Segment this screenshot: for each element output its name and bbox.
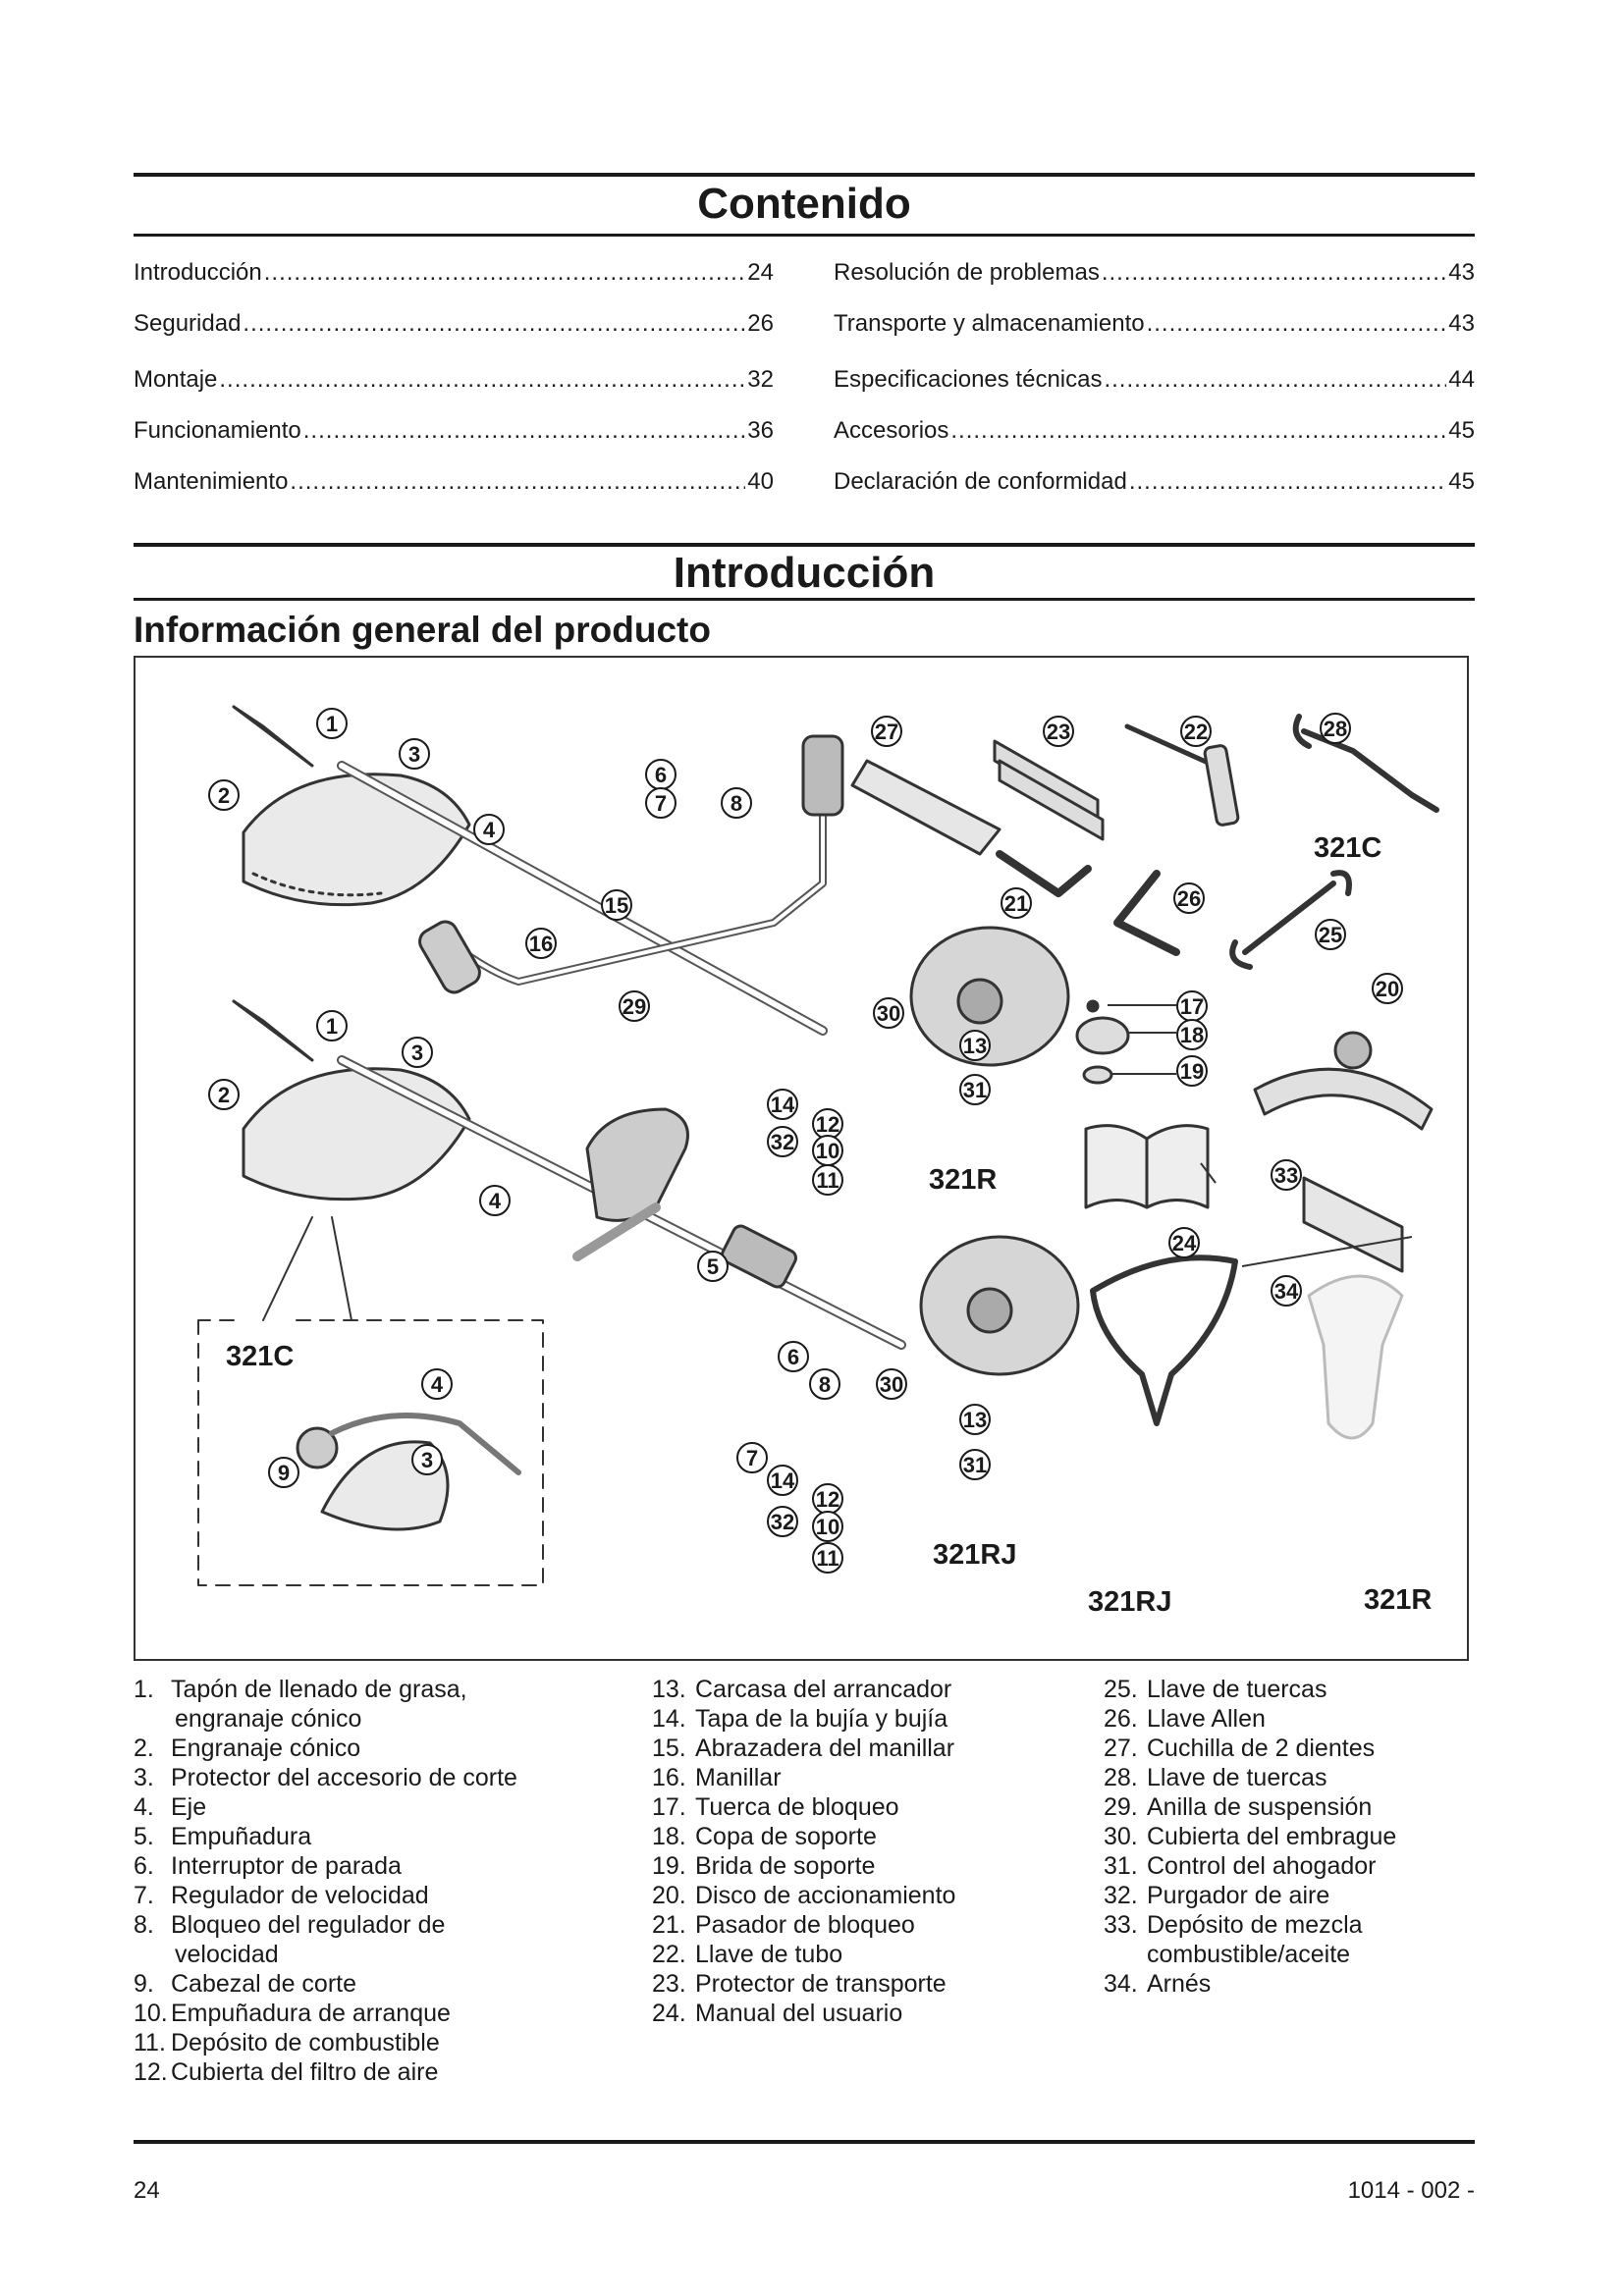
callout-number: 11 (816, 1546, 839, 1571)
toc-label: Transporte y almacenamiento (834, 310, 1145, 337)
toc-entry[interactable] (134, 368, 774, 392)
callout-number: 22 (1183, 720, 1209, 744)
legend-item: 31. Control del ahogador (1104, 1852, 1377, 1880)
trimmer-blade-bottom (234, 1001, 312, 1060)
callout-number: 27 (874, 720, 899, 744)
callout-number: 8 (730, 791, 743, 816)
toc-page: 36 (747, 417, 774, 444)
toc-page: 32 (747, 366, 774, 393)
toc-page: 24 (747, 259, 774, 286)
toc-label: Mantenimiento (134, 468, 289, 495)
control-handle-bottom (720, 1223, 799, 1289)
callout-number: 24 (1171, 1231, 1197, 1255)
legend-item-continuation: combustible/aceite (1147, 1941, 1351, 1968)
allen-key-accessory (1117, 874, 1176, 952)
toc-entry[interactable] (834, 419, 1475, 443)
legend-item: 19. Brida de soporte (652, 1852, 876, 1880)
callout-number: 16 (528, 932, 554, 956)
legend-item: 30. Cubierta del embrague (1104, 1823, 1397, 1850)
support-cup-part (1077, 1018, 1128, 1053)
intro-bottom-rule (134, 598, 1475, 601)
legend-item: 20. Disco de accionamiento (652, 1882, 956, 1909)
legend-item: 28. Llave de tuercas (1104, 1764, 1327, 1791)
legend-item: 24. Manual del usuario (652, 2000, 903, 2027)
toc-entry[interactable] (134, 470, 774, 494)
callout-number: 21 (1003, 891, 1029, 916)
contents-heading: Contenido (697, 180, 911, 228)
model-label: 321RJ (933, 1539, 1017, 1571)
toc-label: Especificaciones técnicas (834, 366, 1103, 393)
toc-entry[interactable] (834, 261, 1475, 285)
callout-number: 30 (879, 1372, 904, 1397)
model-label: 321C (1314, 832, 1382, 864)
legend-item: 34. Arnés (1104, 1970, 1212, 1998)
toc-entry[interactable] (834, 368, 1475, 392)
left-grip-top (415, 918, 484, 997)
trimmer-blade-top (234, 707, 312, 766)
trimmer-guard-top (244, 774, 469, 905)
toc-page: 45 (1448, 468, 1475, 495)
handlebar-top (450, 746, 823, 982)
toc-page: 43 (1448, 259, 1475, 286)
product-overview-figure (134, 656, 1469, 1661)
legend-item: 32. Purgador de aire (1104, 1882, 1330, 1909)
toc-entry[interactable] (134, 261, 774, 285)
toc-label: Funcionamiento (134, 417, 301, 444)
blade-accessory (852, 761, 1000, 854)
parts-legend-column-2 (652, 1675, 1084, 2028)
callout-number: 6 (654, 763, 668, 787)
callout-number: 7 (745, 1446, 759, 1470)
legend-item: 8. Bloqueo del regulador de (134, 1911, 446, 1939)
legend-item: 2. Engranaje cónico (134, 1735, 361, 1762)
legend-item: 18. Copa de soporte (652, 1823, 877, 1850)
callout-number: 9 (277, 1461, 291, 1485)
callout-number: 5 (706, 1255, 720, 1279)
callout-number: 2 (217, 783, 231, 808)
legend-item: 14. Tapa de la bujía y bujía (652, 1705, 948, 1733)
toc-label: Accesorios (834, 417, 949, 444)
legend-item: 11. Depósito de combustible (134, 2029, 440, 2056)
callout-number: 4 (482, 818, 496, 842)
toc-entry[interactable] (834, 470, 1475, 494)
callout-number: 10 (815, 1139, 840, 1163)
callout-number: 1 (325, 1014, 339, 1039)
legend-item: 10. Empuñadura de arranque (134, 2000, 451, 2027)
callout-number: 20 (1375, 977, 1400, 1001)
drive-disc-part (1255, 1069, 1432, 1129)
toc-page: 43 (1448, 310, 1475, 337)
model-label: 321R (929, 1164, 998, 1196)
intro-heading: Introducción (673, 549, 936, 597)
parts-legend-column-3 (1104, 1675, 1487, 1999)
toc-page: 45 (1448, 417, 1475, 444)
callout-number: 3 (420, 1448, 434, 1472)
callout-number: 13 (962, 1408, 988, 1432)
callout-number: 1 (325, 712, 339, 736)
toc-label: Seguridad (134, 310, 242, 337)
throttle-grip-top (803, 736, 842, 815)
toc-page: 26 (747, 310, 774, 337)
callout-number: 10 (815, 1515, 840, 1539)
legend-item: 4. Eje (134, 1793, 207, 1821)
legend-item: 23. Protector de transporte (652, 1970, 947, 1998)
fuel-tank-part (1304, 1178, 1402, 1271)
product-illustration (135, 658, 1467, 1659)
legend-item: 3. Protector del accesorio de corte (134, 1764, 517, 1791)
callout-number: 14 (770, 1468, 795, 1493)
document-code: 1014 - 002 - (1347, 2177, 1475, 2204)
legend-item: 15. Abrazadera del manillar (652, 1735, 955, 1762)
legend-item: 25. Llave de tuercas (1104, 1676, 1327, 1703)
toc-entry[interactable] (134, 312, 774, 336)
toc-entry[interactable] (134, 419, 774, 443)
section-subtitle: Información general del producto (134, 610, 711, 650)
harness-321r (1309, 1276, 1402, 1438)
callout-number: 15 (604, 893, 629, 918)
callout-number: 26 (1176, 886, 1202, 911)
callout-number: 34 (1273, 1279, 1299, 1304)
page-number: 24 (134, 2177, 160, 2204)
locking-pin-accessory (1000, 854, 1088, 893)
callout-number: 4 (430, 1372, 444, 1397)
legend-item: 26. Llave Allen (1104, 1705, 1266, 1733)
legend-item: 27. Cuchilla de 2 dientes (1104, 1735, 1376, 1762)
callout-number: 11 (816, 1168, 839, 1193)
callout-number: 28 (1323, 717, 1348, 741)
legend-item-continuation: velocidad (175, 1941, 279, 1968)
support-flange-part (1084, 1067, 1111, 1083)
wrench-accessory-28 (1296, 717, 1436, 810)
legend-item: 17. Tuerca de bloqueo (652, 1793, 899, 1821)
legend-item: 1. Tapón de llenado de grasa, (134, 1676, 467, 1703)
legend-item: 29. Anilla de suspensión (1104, 1793, 1373, 1821)
transport-guard-accessory (995, 741, 1103, 839)
callout-number: 33 (1273, 1163, 1299, 1188)
legend-item: 21. Pasador de bloqueo (652, 1911, 915, 1939)
intro-top-rule (134, 543, 1475, 547)
contents-top-rule (134, 173, 1475, 177)
legend-item: 12. Cubierta del filtro de aire (134, 2058, 439, 2086)
legend-item: 22. Llave de tubo (652, 1941, 843, 1968)
lock-nut-part (1088, 1001, 1098, 1011)
callout-number: 30 (876, 1001, 901, 1026)
toc-label: Montaje (134, 366, 218, 393)
callout-number: 17 (1179, 994, 1205, 1019)
callout-number: 32 (770, 1510, 795, 1534)
toc-label: Introducción (134, 259, 262, 286)
harness-strap-321rj (1093, 1257, 1235, 1423)
legend-item: 6. Interruptor de parada (134, 1852, 402, 1880)
model-label: 321C (226, 1341, 295, 1372)
toc-page: 44 (1448, 366, 1475, 393)
trimmer-guard-bottom (244, 1069, 469, 1200)
callout-number: 14 (770, 1093, 795, 1117)
callout-number: 7 (654, 791, 668, 816)
callout-number: 13 (962, 1034, 988, 1058)
toc-entry[interactable] (834, 312, 1475, 336)
callout-number: 19 (1179, 1059, 1205, 1084)
callout-number: 12 (815, 1487, 840, 1512)
callout-number: 3 (407, 742, 421, 767)
callout-number: 23 (1046, 720, 1071, 744)
model-label: 321R (1364, 1584, 1433, 1616)
callout-number: 12 (815, 1112, 840, 1137)
legend-item: 9. Cabezal de corte (134, 1970, 357, 1998)
callout-number: 32 (770, 1130, 795, 1154)
legend-item: 5. Empuñadura (134, 1823, 312, 1850)
callout-number: 31 (962, 1453, 988, 1477)
legend-item: 16. Manillar (652, 1764, 782, 1791)
toc-label: Declaración de conformidad (834, 468, 1127, 495)
toc-page: 40 (747, 468, 774, 495)
callout-number: 3 (410, 1041, 424, 1065)
loop-handle (587, 1109, 688, 1220)
callout-number: 2 (217, 1083, 231, 1107)
parts-legend-column-1 (134, 1675, 644, 2087)
model-label: 321RJ (1088, 1586, 1172, 1618)
callout-number: 25 (1318, 923, 1343, 947)
callout-number: 4 (488, 1189, 502, 1213)
callout-number: 8 (818, 1372, 832, 1397)
legend-item-continuation: engranaje cónico (175, 1705, 362, 1733)
legend-item: 33. Depósito de mezcla (1104, 1911, 1363, 1939)
footer-rule (134, 2140, 1475, 2144)
legend-item: 13. Carcasa del arrancador (652, 1676, 952, 1703)
callout-number: 6 (786, 1345, 800, 1369)
callout-number: 31 (962, 1078, 988, 1102)
callout-number: 29 (622, 994, 647, 1019)
legend-item: 7. Regulador de velocidad (134, 1882, 429, 1909)
toc-label: Resolución de problemas (834, 259, 1100, 286)
contents-bottom-rule (134, 234, 1475, 237)
callout-number: 18 (1179, 1023, 1205, 1047)
